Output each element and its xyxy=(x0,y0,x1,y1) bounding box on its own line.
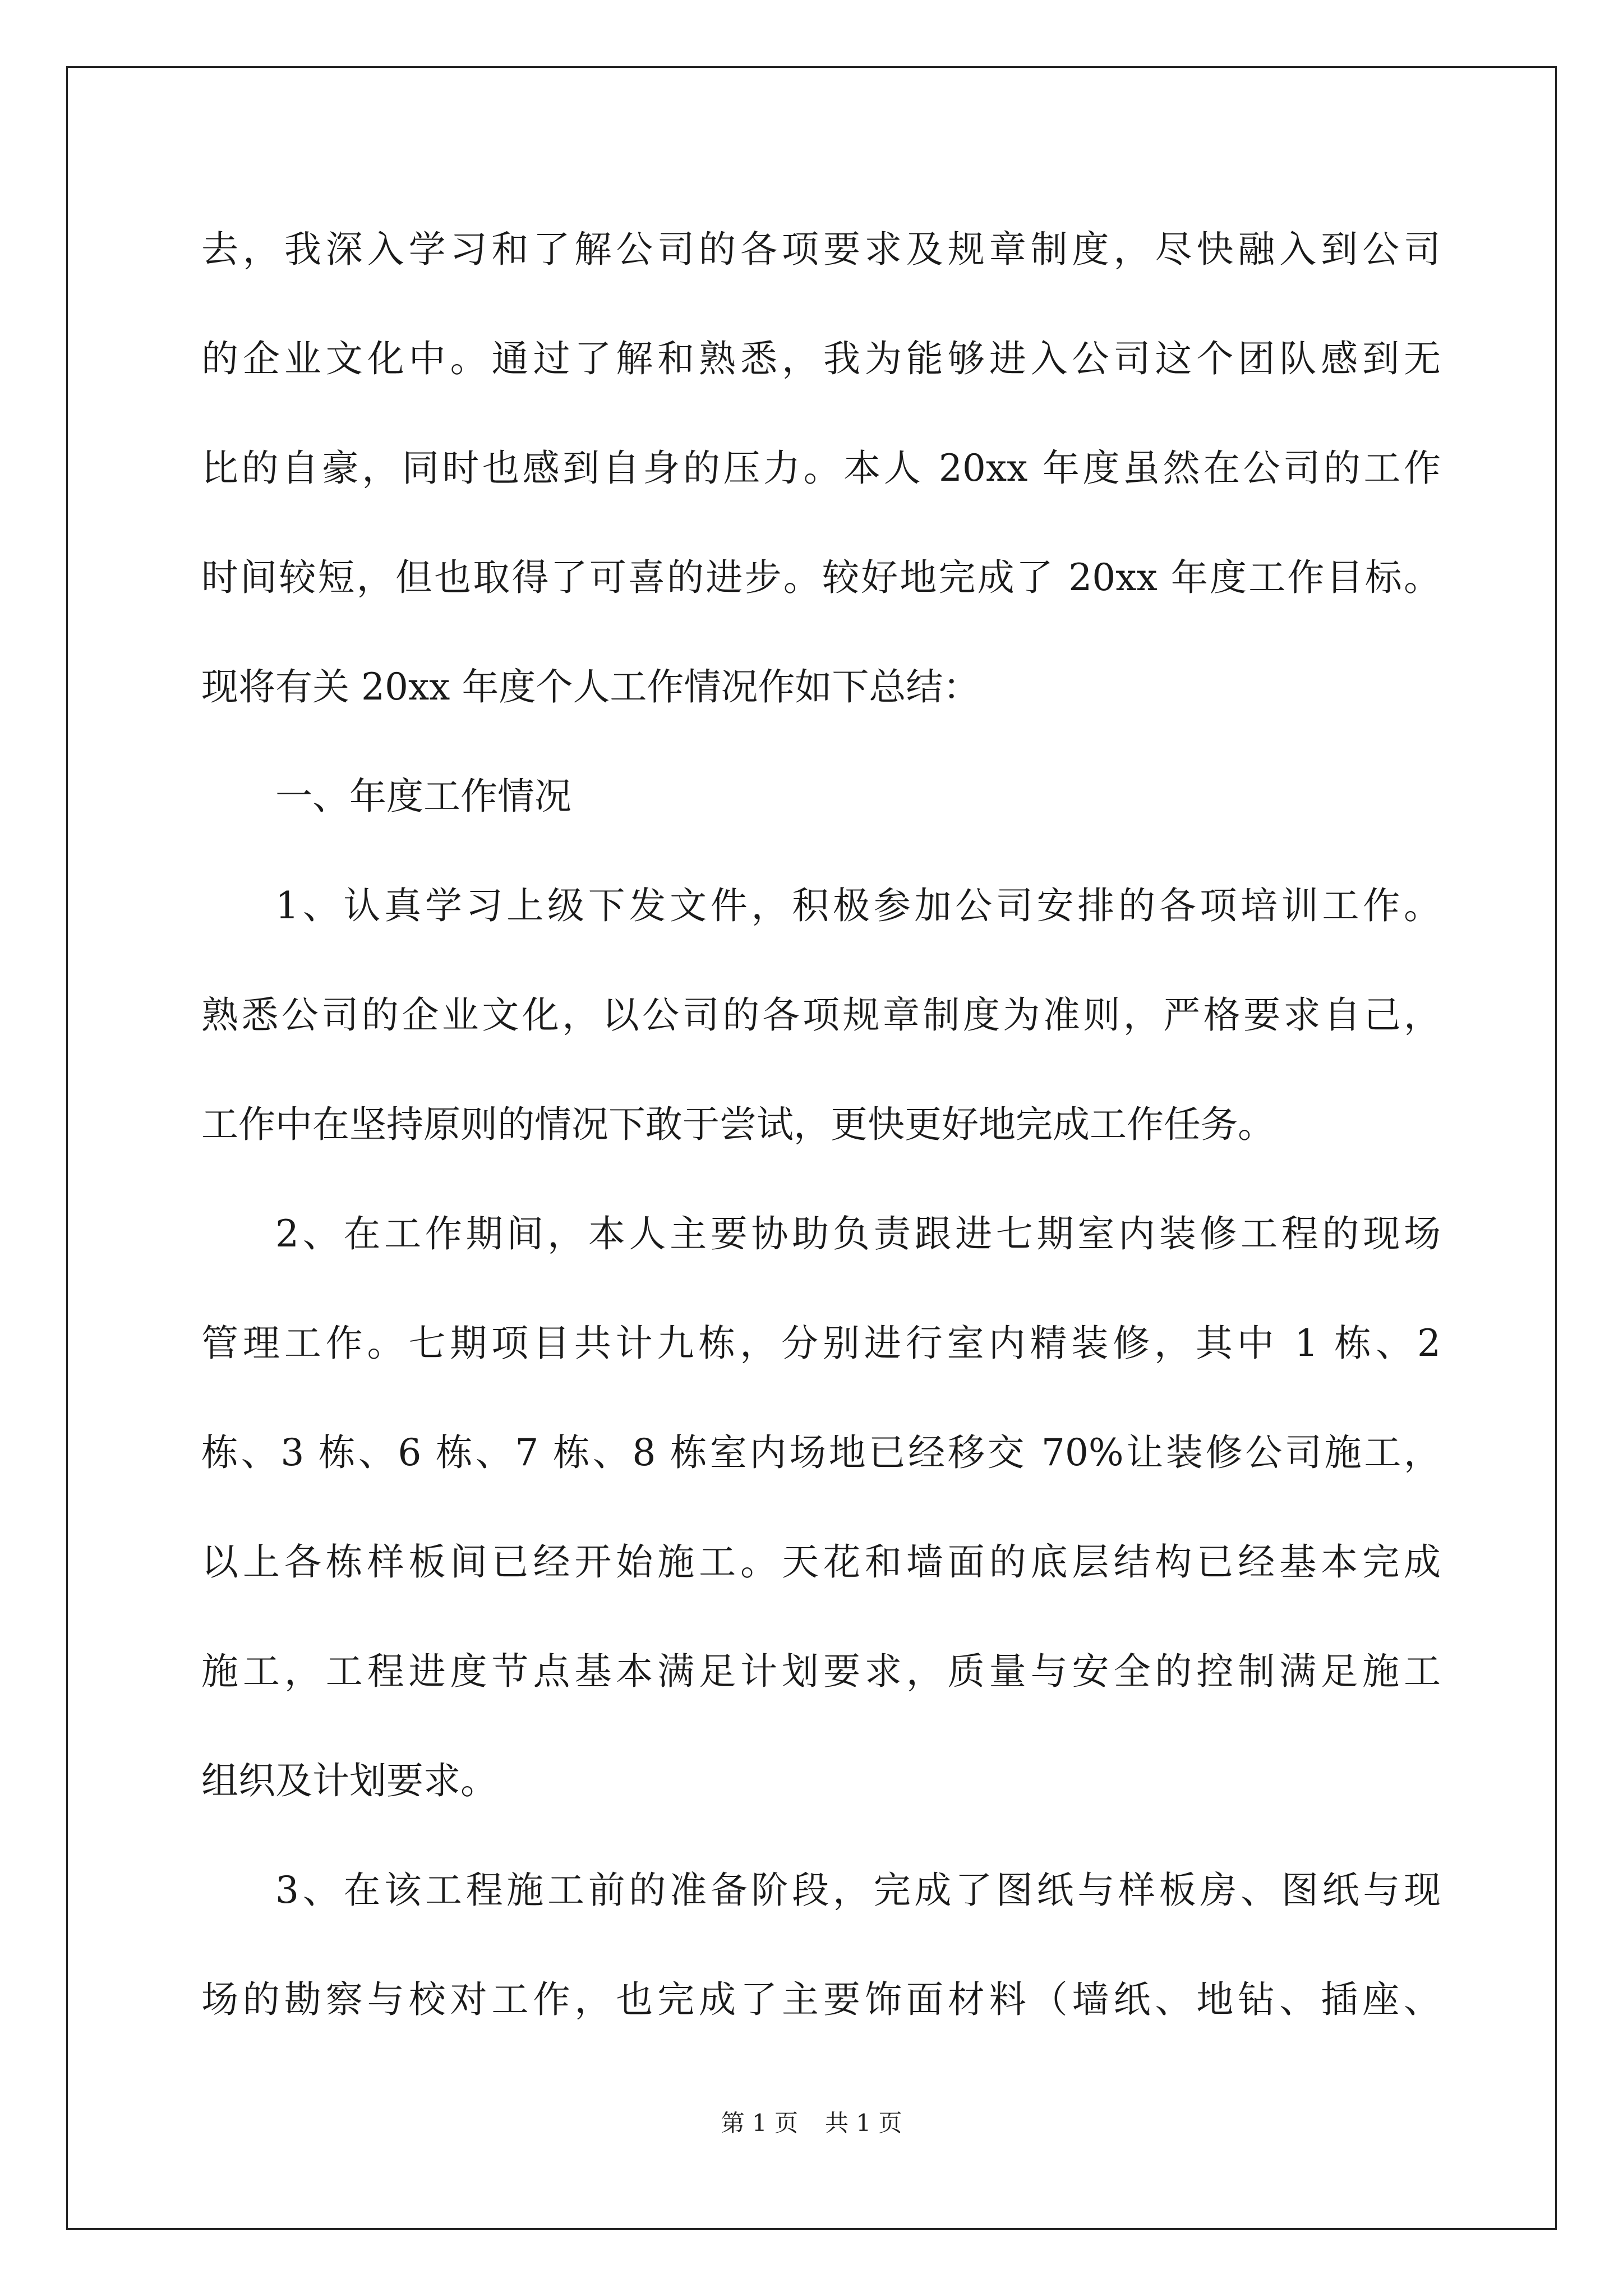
text-line: 工作中在坚持原则的情况下敢于尝试，更快更好地完成工作任务。 xyxy=(201,1103,1275,1146)
text-line: 组织及计划要求。 xyxy=(201,1759,497,1802)
text-line: 比的自豪，同时也感到自身的压力。本人 20xx 年度虽然在公司的工作 xyxy=(201,447,1441,490)
document-body xyxy=(201,216,1441,2076)
paragraph-first-line: 3、在该工程施工前的准备阶段，完成了图纸与样板房、图纸与现 xyxy=(275,1869,1441,1912)
page-number: 第 1 页 xyxy=(721,2109,798,2137)
text-line: 时间较短，但也取得了可喜的进步。较好地完成了 20xx 年度工作目标。 xyxy=(201,556,1441,599)
text-line: 栋、3 栋、6 栋、7 栋、8 栋室内场地已经移交 70%让装修公司施工， xyxy=(201,1431,1441,1474)
paragraph-first-line: 1、认真学习上级下发文件，积极参加公司安排的各项培训工作。 xyxy=(275,884,1441,927)
text-line: 场的勘察与校对工作，也完成了主要饰面材料（墙纸、地钻、插座、 xyxy=(201,1978,1441,2021)
page-total: 共 1 页 xyxy=(825,2109,902,2137)
text-line: 熟悉公司的企业文化，以公司的各项规章制度为准则，严格要求自己， xyxy=(201,993,1441,1037)
paragraph-first-line: 2、在工作期间，本人主要协助负责跟进七期室内装修工程的现场 xyxy=(275,1212,1441,1255)
text-line: 管理工作。七期项目共计九栋，分别进行室内精装修，其中 1 栋、2 xyxy=(201,1322,1441,1365)
text-line: 去，我深入学习和了解公司的各项要求及规章制度，尽快融入到公司 xyxy=(201,228,1441,271)
page-footer xyxy=(0,2106,1623,2140)
text-line: 施工，工程进度节点基本满足计划要求，质量与安全的控制满足施工 xyxy=(201,1650,1441,1693)
text-line: 以上各栋样板间已经开始施工。天花和墙面的底层结构已经基本完成 xyxy=(201,1540,1441,1584)
text-line: 现将有关 20xx 年度个人工作情况作如下总结： xyxy=(201,665,980,708)
section-heading: 一、年度工作情况 xyxy=(275,775,571,818)
text-line: 的企业文化中。通过了解和熟悉，我为能够进入公司这个团队感到无 xyxy=(201,337,1441,380)
